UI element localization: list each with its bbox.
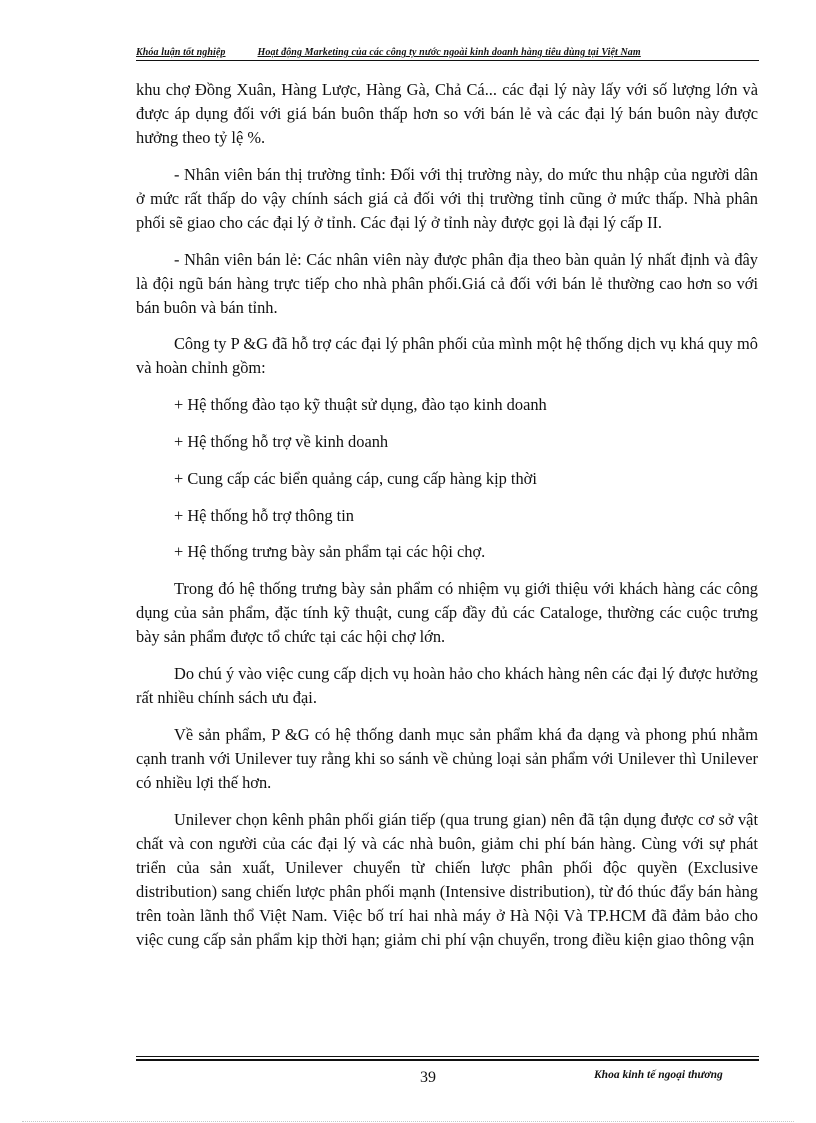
list-item: + Cung cấp các biển quảng cáp, cung cấp hàng kịp thời <box>174 468 537 488</box>
page-header <box>136 47 759 58</box>
page-number: 39 <box>420 1069 436 1086</box>
list-item: + Hệ thống trưng bày sản phẩm tại các hội chợ. <box>174 542 486 562</box>
list-item: + Hệ thống hỗ trợ về kinh doanh <box>174 431 389 451</box>
page-bottom-dotted-line <box>22 1121 794 1122</box>
paragraph: Công ty P &G đã hỗ trợ các đại lý phân phối của mình một hệ thống dịch vụ khá quy mô và hoàn chỉnh gồm: <box>136 334 758 378</box>
paragraph: khu chợ Đồng Xuân, Hàng Lược, Hàng Gà, Chả Cá... các đại lý này lấy với số lượng lớn và được áp dụng đối với giá bán buôn thấp hơn so với bán lẻ và các đại lý bán buôn này được hưởng theo tỷ lệ %. <box>136 80 758 147</box>
list-item: + Hệ thống hỗ trợ thông tin <box>174 505 354 525</box>
paragraph: Do chú ý vào việc cung cấp dịch vụ hoàn hảo cho khách hàng nên các đại lý được hưởng rất nhiều chính sách ưu đại. <box>136 663 758 707</box>
header-left-text: Khóa luận tốt nghiệp <box>136 47 226 58</box>
header-right-text: Hoạt động Marketing của các công ty nước ngoài kinh doanh hàng tiêu dùng tại Việt Nam <box>257 47 641 58</box>
list-item: + Hệ thống đào tạo kỹ thuật sử dụng, đào tạo kinh doanh <box>174 395 547 415</box>
header-rule <box>136 60 759 61</box>
document-body <box>136 78 758 964</box>
paragraph: - Nhân viên bán lẻ: Các nhân viên này được phân địa theo bàn quản lý nhất định và đây là đội ngũ bán hàng trực tiếp cho nhà phân phối.Giá cả đối với bán lẻ thường cao hơn so với bán buôn và bán tỉnh. <box>136 249 758 317</box>
footer-text: Khoa kinh tế ngoại thương <box>594 1069 723 1081</box>
paragraph: Về sản phẩm, P &G có hệ thống danh mục sản phẩm khá đa dạng và phong phú nhằm cạnh tranh với Unilever tuy rằng khi so sánh về chủng loại sản phẩm với Unilever thì Unilever có nhiều lợi thế hơn. <box>136 724 758 792</box>
footer-rule <box>136 1059 759 1061</box>
paragraph: Unilever chọn kênh phân phối gián tiếp (qua trung gian) nên đã tận dụng được cơ sở vật chất và con người của các đại lý và các nhà buôn, giảm chi phí bán hàng. Cùng với sự phát triển của sản xuất, Unilever chuyển từ chiến lược phân phối độc quyền (Exclusive distribution) sang chiến lược phân phối mạnh (Intensive distribution), từ đó thúc đẩy bán hàng trên toàn lãnh thổ Việt Nam. Việc bố trí hai nhà máy ở Hà Nội Và TP.HCM đã đảm bảo cho việc cung cấp sản phẩm kịp thời hạn; giảm chi phí vận chuyển, trong điều kiện giao thông vận <box>136 809 758 949</box>
footer-rule <box>136 1056 759 1057</box>
paragraph: Trong đó hệ thống trưng bày sản phẩm có nhiệm vụ giới thiệu với khách hàng các công dụng của sản phẩm, đặc tính kỹ thuật, cung cấp đầy đủ các Cataloge, thường các cuộc trưng bày sản phẩm được tổ chức tại các hội chợ lớn. <box>136 579 758 647</box>
paragraph: - Nhân viên bán thị trường tỉnh: Đối với thị trường này, do mức thu nhập của người dân ở mức rất thấp do vậy chính sách giá cả đối với thị trường tỉnh cũng ở mức thấp. Nhà phân phối sẽ giao cho các đại lý ở tỉnh. Các đại lý ở tỉnh này được gọi là đại lý cấp II. <box>136 164 758 232</box>
